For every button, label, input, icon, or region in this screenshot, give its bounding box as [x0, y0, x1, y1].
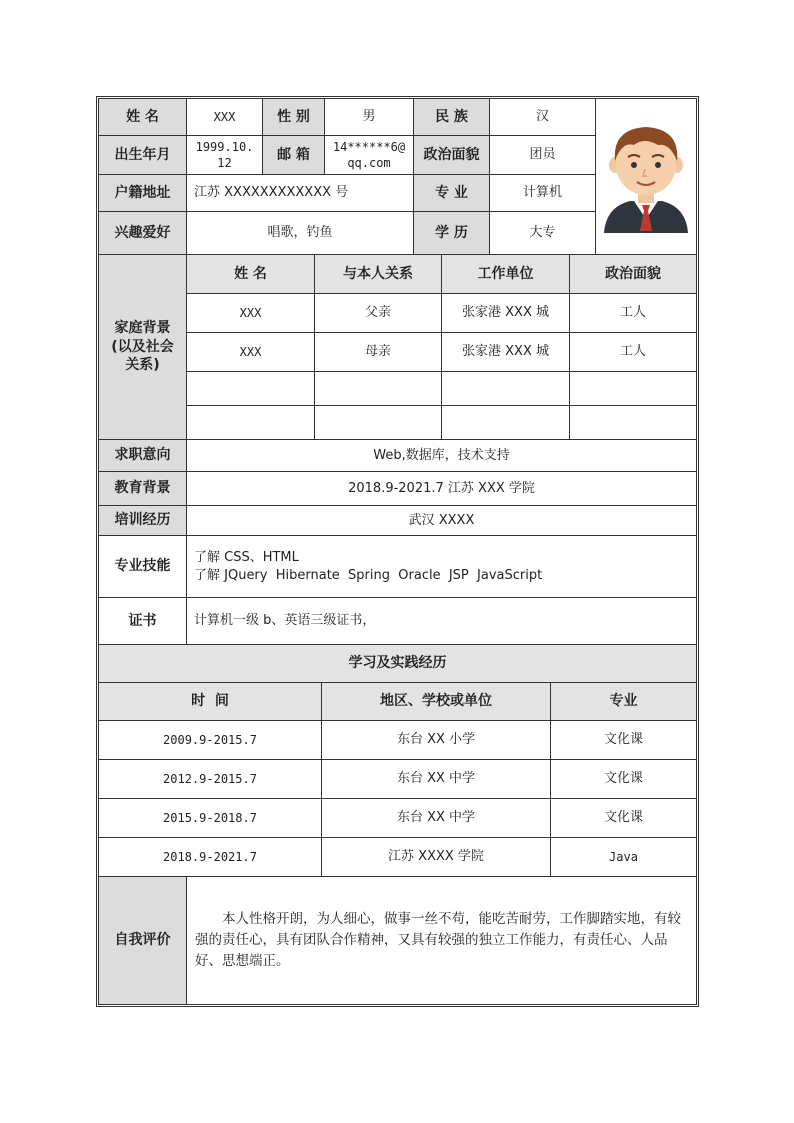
family-row-1-relation: 父亲	[314, 293, 442, 333]
birth-value	[186, 135, 263, 175]
family-row-4-name	[186, 405, 315, 440]
family-header-relation: 与本人关系	[314, 254, 442, 294]
family-row-1-employer: 张家港 XXX 城	[441, 293, 570, 333]
politics-label: 政治面貌	[413, 135, 490, 175]
photo-cell	[595, 98, 697, 255]
skills-line-1: 了解 CSS、HTML	[194, 549, 299, 565]
family-header-politics: 政治面貌	[569, 254, 697, 294]
family-label-line-2: (以及社会	[111, 338, 174, 355]
family-row-3-employer	[441, 371, 570, 406]
experience-row-1-major: 文化课	[550, 720, 697, 760]
email-value	[324, 135, 414, 175]
experience-row-3-major: 文化课	[550, 798, 697, 838]
degree-label: 学 历	[413, 211, 490, 255]
ethnicity-value: 汉	[489, 98, 596, 136]
name-label: 姓 名	[98, 98, 187, 136]
experience-row-4-place: 江苏 XXXX 学院	[321, 837, 551, 877]
family-row-4-relation	[314, 405, 442, 440]
family-row-2-employer: 张家港 XXX 城	[441, 332, 570, 372]
certificate-value: 计算机一级 b、英语三级证书，	[186, 597, 697, 645]
education-label: 教育背景	[98, 471, 187, 506]
experience-header-place: 地区、学校或单位	[321, 682, 551, 721]
ethnicity-label: 民 族	[413, 98, 490, 136]
family-label	[98, 254, 187, 440]
self-evaluation-text	[186, 876, 697, 1005]
experience-row-1-time: 2009.9-2015.7	[98, 720, 322, 760]
name-value: XXX	[186, 98, 263, 136]
skills-label: 专业技能	[98, 535, 187, 598]
birth-label: 出生年月	[98, 135, 187, 175]
email-label: 邮 箱	[262, 135, 325, 175]
experience-row-4-major: Java	[550, 837, 697, 877]
avatar-icon	[600, 121, 692, 233]
experience-row-2-major: 文化课	[550, 759, 697, 799]
training-label: 培训经历	[98, 505, 187, 536]
hobby-label: 兴趣爱好	[98, 211, 187, 255]
family-row-2-politics: 工人	[569, 332, 697, 372]
family-row-4-employer	[441, 405, 570, 440]
experience-header-major: 专业	[550, 682, 697, 721]
politics-value: 团员	[489, 135, 596, 175]
hukou-label: 户籍地址	[98, 174, 187, 212]
family-row-2-relation: 母亲	[314, 332, 442, 372]
intent-label: 求职意向	[98, 439, 187, 472]
family-header-name: 姓 名	[186, 254, 315, 294]
experience-row-1-place: 东台 XX 小学	[321, 720, 551, 760]
gender-label: 性 别	[262, 98, 325, 136]
experience-title: 学习及实践经历	[98, 644, 697, 683]
skills-line-2: 了解 JQuery Hibernate Spring Oracle JSP JavaScript	[194, 567, 543, 583]
training-value: 武汉 XXXX	[186, 505, 697, 536]
degree-value: 大专	[489, 211, 596, 255]
family-label-line-1: 家庭背景	[114, 319, 171, 336]
family-row-4-politics	[569, 405, 697, 440]
family-row-3-politics	[569, 371, 697, 406]
family-row-1-politics: 工人	[569, 293, 697, 333]
family-label-line-3: 关系)	[125, 357, 160, 374]
email-line-2: qq.com	[347, 156, 391, 170]
certificate-label: 证书	[98, 597, 187, 645]
self-evaluation-paragraph: 本人性格开朗，为人细心，做事一丝不苟，能吃苦耐劳，工作脚踏实地，有较强的责任心，具有团队合作精神，又具有较强的独立工作能力，有责任心、人品好、思想端正。	[195, 911, 681, 969]
gender-value: 男	[324, 98, 414, 136]
experience-row-3-place: 东台 XX 中学	[321, 798, 551, 838]
family-row-2-name: XXX	[186, 332, 315, 372]
major-label: 专 业	[413, 174, 490, 212]
hobby-value: 唱歌，钓鱼	[186, 211, 414, 255]
education-value: 2018.9-2021.7 江苏 XXX 学院	[186, 471, 697, 506]
family-row-3-relation	[314, 371, 442, 406]
major-value: 计算机	[489, 174, 596, 212]
skills-value	[186, 535, 697, 598]
intent-value: Web,数据库，技术支持	[186, 439, 697, 472]
hukou-value: 江苏 XXXXXXXXXXXX 号	[186, 174, 414, 212]
experience-row-4-time: 2018.9-2021.7	[98, 837, 322, 877]
experience-row-2-time: 2012.9-2015.7	[98, 759, 322, 799]
email-line-1: 14******6@	[332, 139, 406, 154]
experience-row-2-place: 东台 XX 中学	[321, 759, 551, 799]
self-evaluation-label: 自我评价	[98, 876, 187, 1005]
family-header-employer: 工作单位	[441, 254, 570, 294]
experience-header-time: 时 间	[98, 682, 322, 721]
family-row-3-name	[186, 371, 315, 406]
birth-line-2: 12	[217, 156, 232, 170]
experience-row-3-time: 2015.9-2018.7	[98, 798, 322, 838]
birth-line-1: 1999.10.	[195, 139, 254, 154]
family-row-1-name: XXX	[186, 293, 315, 333]
